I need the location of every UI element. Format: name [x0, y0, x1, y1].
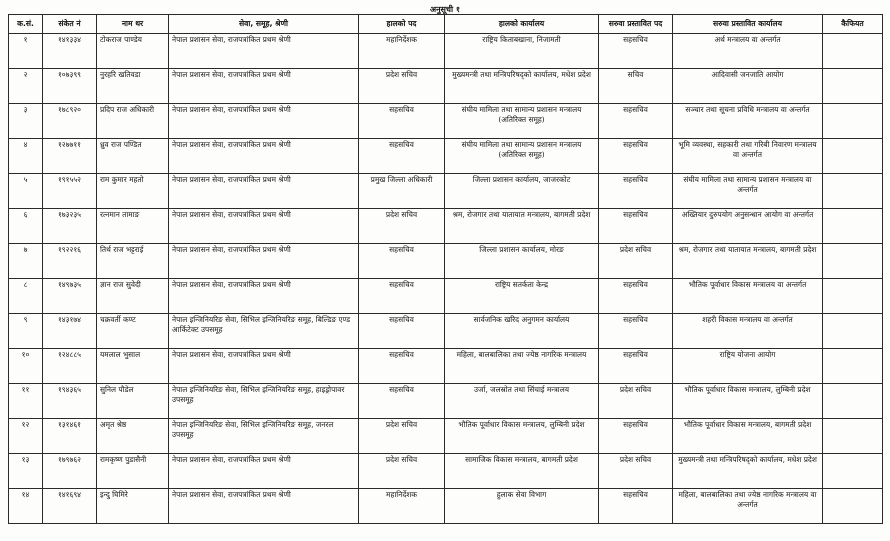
cell-current-office: सामाजिक विकास मन्त्रालय, बागमती प्रदेश — [445, 454, 599, 489]
table-row — [9, 489, 883, 524]
cell-remarks — [823, 349, 883, 384]
cell-code: १२७७११ — [43, 139, 97, 174]
cell-current-post: महानिर्देशक — [359, 34, 445, 69]
cell-service: नेपाल प्रशासन सेवा, राजपत्रांकित प्रथम श्रेणी — [169, 139, 359, 174]
table-row — [9, 104, 883, 139]
cell-code: १४१३३४ — [43, 34, 97, 69]
cell-current-post: प्रमुख जिल्ला अधिकारी — [359, 174, 445, 209]
cell-remarks — [823, 489, 883, 524]
cell-current-post: सहसचिव — [359, 349, 445, 384]
cell-current-office: हुलाक सेवा विभाग — [445, 489, 599, 524]
table-row — [9, 244, 883, 279]
cell-sn: १३ — [9, 454, 43, 489]
cell-proposed-office: भौतिक पूर्वाधार विकास मन्त्रालय वा अन्तर्गत — [673, 279, 823, 314]
cell-proposed-post: सहसचिव — [599, 174, 673, 209]
header-service: सेवा, समूह, श्रेणी — [169, 15, 359, 34]
cell-proposed-post: सहसचिव — [599, 349, 673, 384]
cell-current-office: सार्वजनिक खरिद अनुगमन कार्यालय — [445, 314, 599, 349]
header-name: नाम थर — [97, 15, 169, 34]
cell-remarks — [823, 384, 883, 419]
cell-remarks — [823, 104, 883, 139]
cell-name: चक्रवर्ती कण्ट — [97, 314, 169, 349]
cell-proposed-post: सचिव — [599, 69, 673, 104]
cell-proposed-post: सहसचिव — [599, 139, 673, 174]
cell-proposed-post: सहसचिव — [599, 419, 673, 454]
cell-proposed-office: अख्तियार दुरुपयोग अनुसन्धान आयोग वा अन्तर्गत — [673, 209, 823, 244]
cell-code: १२४८८५ — [43, 349, 97, 384]
cell-sn: २ — [9, 69, 43, 104]
cell-proposed-post: सहसचिव — [599, 104, 673, 139]
cell-proposed-office: श्रम, रोजगार तथा यातायात मन्त्रालय, बागमती प्रदेश — [673, 244, 823, 279]
cell-sn: ६ — [9, 209, 43, 244]
header-row — [9, 15, 883, 34]
cell-current-office: संघीय मामिला तथा सामान्य प्रशासन मन्त्रालय (अतिरिक्त समूह) — [445, 104, 599, 139]
cell-service: नेपाल प्रशासन सेवा, राजपत्रांकित प्रथम श्रेणी — [169, 349, 359, 384]
cell-remarks — [823, 139, 883, 174]
cell-current-post: प्रदेश सचिव — [359, 209, 445, 244]
cell-current-office: महिला, बालबालिका तथा ज्येष्ठ नागरिक मन्त्रालय — [445, 349, 599, 384]
cell-sn: ४ — [9, 139, 43, 174]
cell-current-office: जिल्ला प्रशासन कार्यालय, जाजरकोट — [445, 174, 599, 209]
header-proposed-post: सरुवा प्रस्तावित पद — [599, 15, 673, 34]
cell-proposed-post: सहसचिव — [599, 489, 673, 524]
cell-proposed-post: सहसचिव — [599, 279, 673, 314]
cell-current-post: प्रदेश सचिव — [359, 454, 445, 489]
cell-sn: १ — [9, 34, 43, 69]
cell-name: टोकराज पाण्डेय — [97, 34, 169, 69]
cell-code: १३१४६१ — [43, 419, 97, 454]
cell-proposed-office: मुख्यमन्त्री तथा मन्त्रिपरिषद्को कार्यालय, मधेश प्रदेश — [673, 454, 823, 489]
cell-code: १४९७३५ — [43, 279, 97, 314]
cell-service: नेपाल इन्जिनियरिङ सेवा, सिभिल इन्जिनियरिङ समूह, जनरल उपसमूह — [169, 419, 359, 454]
header-current-office: हालको कार्यालय — [445, 15, 599, 34]
cell-remarks — [823, 174, 883, 209]
cell-code: १९१५५२ — [43, 174, 97, 209]
cell-sn: ७ — [9, 244, 43, 279]
cell-sn: ११ — [9, 384, 43, 419]
header-current-post: हालको पद — [359, 15, 445, 34]
cell-remarks — [823, 454, 883, 489]
cell-current-office: भौतिक पूर्वाधार विकास मन्त्रालय, लुम्बिनी प्रदेश — [445, 419, 599, 454]
cell-current-office: जिल्ला प्रशासन कार्यालय, मोरङ — [445, 244, 599, 279]
cell-service: नेपाल प्रशासन सेवा, राजपत्रांकित प्रथम श्रेणी — [169, 454, 359, 489]
cell-proposed-post: प्रदेश सचिव — [599, 454, 673, 489]
table-row — [9, 314, 883, 349]
cell-name: रामकृष्ण पुडासैनी — [97, 454, 169, 489]
cell-name: यमलाल भुसाल — [97, 349, 169, 384]
cell-name: रत्नमान तामाङ — [97, 209, 169, 244]
header-code: संकेत नं — [43, 15, 97, 34]
cell-sn: ८ — [9, 279, 43, 314]
cell-name: सुनिल पौडेल — [97, 384, 169, 419]
cell-sn: ५ — [9, 174, 43, 209]
cell-code: १४१६९४ — [43, 489, 97, 524]
cell-service: नेपाल प्रशासन सेवा, राजपत्रांकित प्रथम श्रेणी — [169, 279, 359, 314]
cell-sn: १० — [9, 349, 43, 384]
cell-current-post: सहसचिव — [359, 139, 445, 174]
cell-proposed-office: सञ्चार तथा सूचना प्रविधि मन्त्रालय वा अन्तर्गत — [673, 104, 823, 139]
cell-code: १७३२३५ — [43, 209, 97, 244]
table-row — [9, 384, 883, 419]
cell-remarks — [823, 419, 883, 454]
cell-name: राम कुमार महतो — [97, 174, 169, 209]
cell-name: नुरहरि खतिवडा — [97, 69, 169, 104]
table-row — [9, 349, 883, 384]
cell-code: १४३१७४ — [43, 314, 97, 349]
cell-service: नेपाल प्रशासन सेवा, राजपत्रांकित प्रथम श्रेणी — [169, 34, 359, 69]
cell-code: १९४३६५ — [43, 384, 97, 419]
cell-current-office: मुख्यमन्त्री तथा मन्त्रिपरिषद्को कार्यालय, मधेश प्रदेश — [445, 69, 599, 104]
cell-service: नेपाल प्रशासन सेवा, राजपत्रांकित प्रथम श्रेणी — [169, 104, 359, 139]
cell-current-post: सहसचिव — [359, 314, 445, 349]
cell-current-office: राष्ट्रिय किताबखाना, निजामती — [445, 34, 599, 69]
cell-proposed-office: आदिवासी जनजाति आयोग — [673, 69, 823, 104]
table-row — [9, 174, 883, 209]
cell-sn: १२ — [9, 419, 43, 454]
cell-remarks — [823, 244, 883, 279]
transfer-table — [8, 14, 883, 524]
cell-proposed-office: संघीय मामिला तथा सामान्य प्रशासन मन्त्रालय वा अन्तर्गत — [673, 174, 823, 209]
cell-proposed-office: भौतिक पूर्वाधार विकास मन्त्रालय, बागमती प्रदेश — [673, 419, 823, 454]
cell-proposed-post: सहसचिव — [599, 209, 673, 244]
cell-code: १०७३९९ — [43, 69, 97, 104]
cell-proposed-post: सहसचिव — [599, 34, 673, 69]
cell-code: १७८९२० — [43, 104, 97, 139]
cell-service: नेपाल प्रशासन सेवा, राजपत्रांकित प्रथम श्रेणी — [169, 244, 359, 279]
cell-current-post: सहसचिव — [359, 244, 445, 279]
annex-title: अनुसूची १ — [429, 5, 461, 14]
cell-current-post: सहसचिव — [359, 104, 445, 139]
cell-proposed-office: महिला, बालबालिका तथा ज्येष्ठ नागरिक मन्त्रालय वा अन्तर्गत — [673, 489, 823, 524]
cell-proposed-post: प्रदेश सचिव — [599, 384, 673, 419]
table-row — [9, 69, 883, 104]
cell-service: नेपाल इन्जिनियरिङ सेवा, सिभिल इन्जिनियरिङ समूह, हाइड्रोपावर उपसमूह — [169, 384, 359, 419]
cell-current-post: प्रदेश सचिव — [359, 419, 445, 454]
cell-current-office: संघीय मामिला तथा सामान्य प्रशासन मन्त्रालय (अतिरिक्त समूह) — [445, 139, 599, 174]
cell-sn: ३ — [9, 104, 43, 139]
cell-service: नेपाल इन्जिनियरिङ सेवा, सिभिल इन्जिनियरिङ समूह, बिल्डिङ एण्ड आर्किटेक्ट उपसमूह — [169, 314, 359, 349]
cell-current-office: राष्ट्रिय सतर्कता केन्द्र — [445, 279, 599, 314]
cell-current-office: श्रम, रोजगार तथा यातायात मन्त्रालय, बागमती प्रदेश — [445, 209, 599, 244]
header-remarks: कैफियत — [823, 15, 883, 34]
cell-remarks — [823, 34, 883, 69]
cell-proposed-post: प्रदेश सचिव — [599, 244, 673, 279]
table-body — [9, 34, 883, 524]
table-row — [9, 454, 883, 489]
cell-proposed-office: भूमि व्यवस्था, सहकारी तथा गरिबी निवारण मन्त्रालय वा अन्तर्गत — [673, 139, 823, 174]
cell-proposed-office: भौतिक पूर्वाधार विकास मन्त्रालय, लुम्बिनी प्रदेश — [673, 384, 823, 419]
table-row — [9, 139, 883, 174]
cell-service: नेपाल प्रशासन सेवा, राजपत्रांकित प्रथम श्रेणी — [169, 69, 359, 104]
header-proposed-office: सरुवा प्रस्तावित कार्यालय — [673, 15, 823, 34]
cell-remarks — [823, 314, 883, 349]
cell-service: नेपाल प्रशासन सेवा, राजपत्रांकित प्रथम श्रेणी — [169, 489, 359, 524]
cell-sn: ९ — [9, 314, 43, 349]
cell-proposed-office: अर्थ मन्त्रालय वा अन्तर्गत — [673, 34, 823, 69]
cell-name: ध्रुव राज पण्डित — [97, 139, 169, 174]
cell-name: तिर्थ राज भट्टराई — [97, 244, 169, 279]
cell-current-post: प्रदेश सचिव — [359, 69, 445, 104]
table-row — [9, 209, 883, 244]
table-row — [9, 34, 883, 69]
cell-service: नेपाल प्रशासन सेवा, राजपत्रांकित प्रथम श्रेणी — [169, 209, 359, 244]
cell-current-office: उर्जा, जलस्रोत तथा सिंचाई मन्त्रालय — [445, 384, 599, 419]
cell-remarks — [823, 69, 883, 104]
cell-remarks — [823, 209, 883, 244]
cell-proposed-post: सहसचिव — [599, 314, 673, 349]
cell-sn: १४ — [9, 489, 43, 524]
cell-name: प्रदिप राज अधिकारी — [97, 104, 169, 139]
cell-current-post: सहसचिव — [359, 384, 445, 419]
cell-code: १९२२१६ — [43, 244, 97, 279]
table-row — [9, 279, 883, 314]
cell-current-post: सहसचिव — [359, 279, 445, 314]
cell-remarks — [823, 279, 883, 314]
table-row — [9, 419, 883, 454]
cell-name: ज्ञान राज सुवेदी — [97, 279, 169, 314]
cell-proposed-office: शहरी विकास मन्त्रालय वा अन्तर्गत — [673, 314, 823, 349]
header-sn: क.सं. — [9, 15, 43, 34]
cell-current-post: महानिर्देशक — [359, 489, 445, 524]
cell-code: १७९७६२ — [43, 454, 97, 489]
cell-name: इन्दु घिमिरे — [97, 489, 169, 524]
cell-service: नेपाल प्रशासन सेवा, राजपत्रांकित प्रथम श्रेणी — [169, 174, 359, 209]
cell-name: अमृत श्रेष्ठ — [97, 419, 169, 454]
cell-proposed-office: राष्ट्रिय योजना आयोग — [673, 349, 823, 384]
